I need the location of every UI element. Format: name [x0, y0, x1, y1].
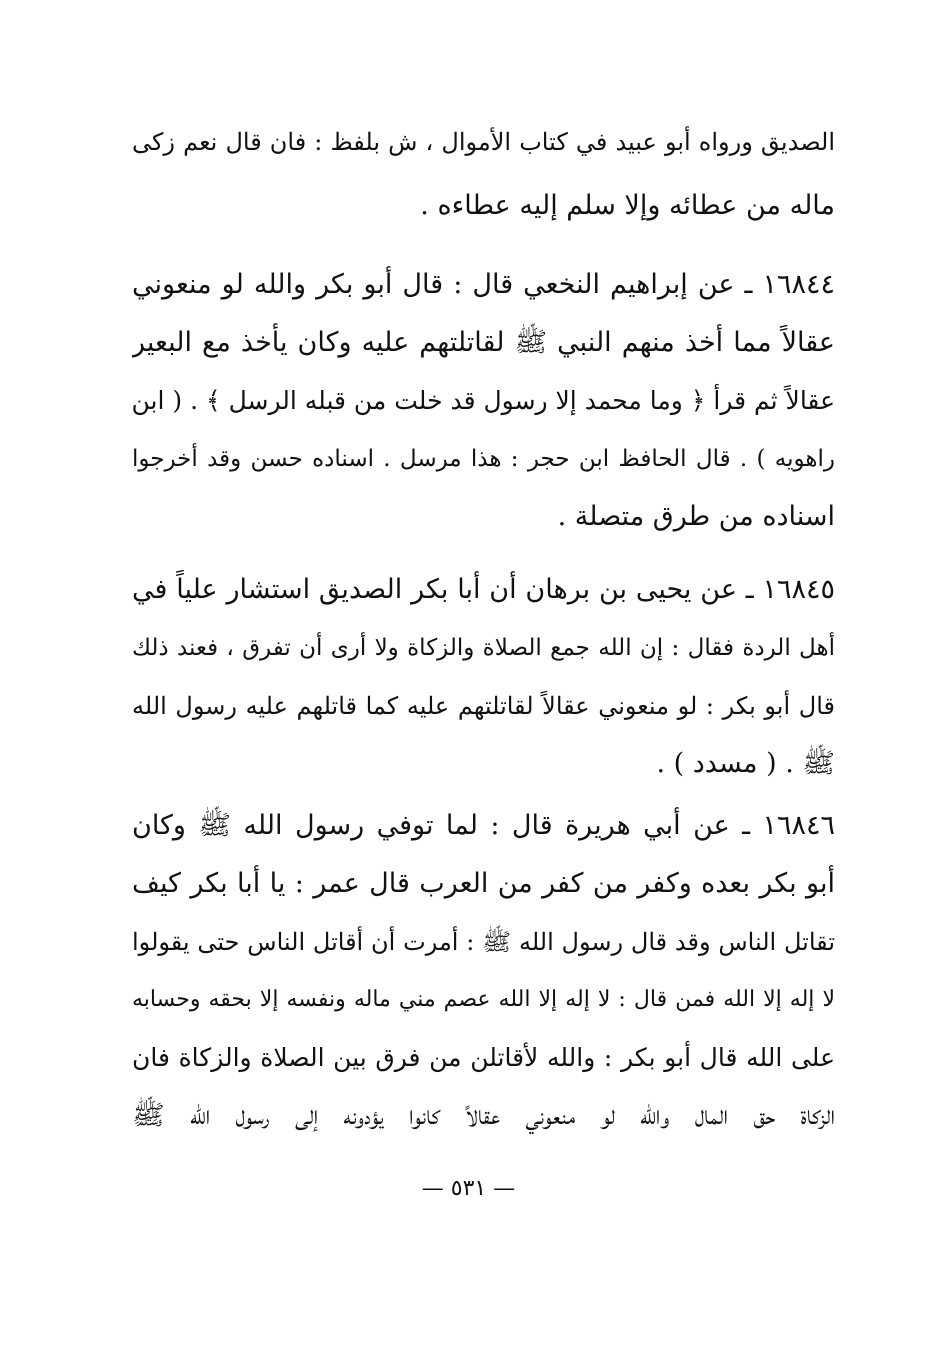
- text-line: قال أبو بكر : لو منعوني عقالاً لقاتلتهم عليه كما قاتلهم عليه رسول الله: [132, 692, 835, 720]
- text-line: ١٦٨٤٤ ـ عن إبراهيم النخعي قال : قال أبو بكر والله لو منعوني: [132, 269, 835, 300]
- text-line: الزكاة حق المال والله لو منعوني عقالاً كانوا يؤدونه إلى رسول الله ﷺ: [132, 1100, 835, 1131]
- text-line: ١٦٨٤٥ ـ عن يحيى بن برهان أن أبا بكر الصديق استشار علياً في: [132, 574, 835, 605]
- text-line: عقالاً مما أخذ منهم النبي ﷺ لقاتلتهم عليه وكان يأخذ مع البعير: [132, 327, 835, 358]
- text-line: راهويه ) . قال الحافظ ابن حجر : هذا مرسل . اسناده حسن وقد أخرجوا: [132, 446, 835, 472]
- text-line: اسناده من طرق متصلة .: [557, 501, 835, 532]
- text-line: ﷺ . ( مسدد ) .: [656, 748, 835, 779]
- text-line: لا إله إلا الله فمن قال : لا إله إلا الله عصم مني ماله ونفسه إلا بحقه وحسابه: [132, 987, 835, 1012]
- page-number: — ٥٣١ —: [421, 1176, 516, 1201]
- text-line: الصديق ورواه أبو عبيد في كتاب الأموال ، ش بلفظ : فان قال نعم زكى: [132, 128, 835, 156]
- text-line: ١٦٨٤٦ ـ عن أبي هريرة قال : لما توفي رسول الله ﷺ وكان: [132, 810, 835, 841]
- text-line: تقاتل الناس وقد قال رسول الله ﷺ : أمرت أن أقاتل الناس حتى يقولوا: [132, 928, 835, 956]
- text-line: أبو بكر بعده وكفر من كفر من العرب قال عمر : يا أبا بكر كيف: [132, 868, 835, 899]
- text-line: أهل الردة فقال : إن الله جمع الصلاة والزكاة ولا أرى أن تفرق ، فعند ذلك: [132, 635, 835, 661]
- text-line: عقالاً ثم قرأ ﴿ وما محمد إلا رسول قد خلت من قبله الرسل ﴾ . ( ابن: [132, 386, 835, 415]
- text-line: على الله قال أبو بكر : والله لأقاتلن من فرق بين الصلاة والزكاة فان: [132, 1043, 835, 1072]
- text-line: ماله من عطائه وإلا سلم إليه عطاءه .: [420, 190, 835, 221]
